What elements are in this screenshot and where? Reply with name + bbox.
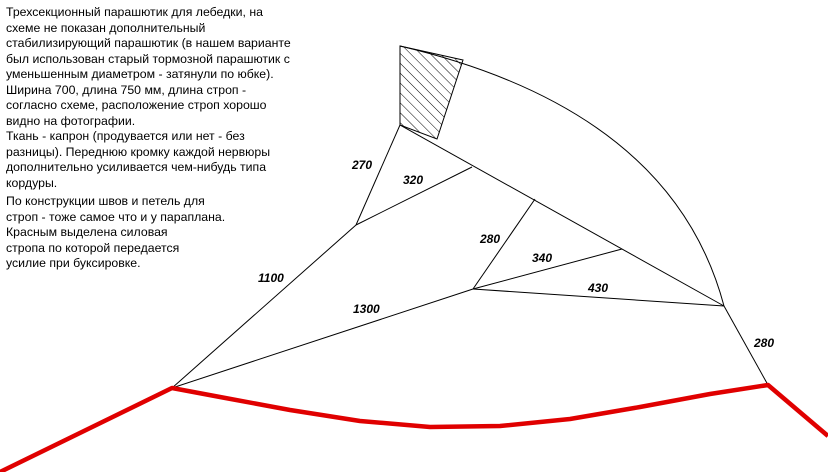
line-1100 — [172, 225, 356, 388]
line-1300 — [172, 289, 473, 388]
description-line: видно на фотографии. — [6, 113, 136, 128]
description-line: Ткань - капрон (продувается или нет - без — [6, 129, 245, 143]
description-line: По конструкции швов и петель для — [6, 194, 205, 208]
hatched-canopy-section — [400, 46, 463, 139]
description-line: согласно схеме, расположение строп хорошо — [6, 98, 267, 112]
label-1100: 1100 — [258, 271, 284, 285]
description-line: строп - тоже самое что и у параплана. — [6, 209, 226, 224]
description-line: Ширина 700, длина 750 мм, длина строп - — [6, 82, 247, 97]
description-line: разницы). Переднюю кромку каждой нервюры — [6, 144, 271, 159]
suspension-lines — [172, 125, 768, 388]
label-1300: 1300 — [353, 302, 380, 316]
description-line: кордуры. — [6, 175, 58, 190]
label-320: 320 — [403, 173, 424, 187]
description-line: Красным выделена силовая — [6, 225, 168, 239]
tow-line-red — [0, 385, 828, 472]
description-line: дополнительно усиливается чем-нибудь типа — [6, 160, 267, 174]
description-line: был использован старый тормозной парашютик с — [6, 51, 290, 66]
description-line: стропа по которой передается — [6, 240, 180, 255]
label-270: 270 — [352, 158, 373, 172]
description-line: схеме не показан дополнительный — [6, 20, 206, 35]
label-340: 340 — [532, 251, 553, 265]
description-line: Трехсекционный парашютик для лебедки, на — [6, 5, 264, 19]
description-line: уменьшенным диаметром - затянули по юбке). — [6, 67, 274, 81]
label-280-right: 280 — [754, 336, 775, 350]
line-main-diagonal — [400, 125, 724, 306]
line-270 — [356, 125, 400, 225]
description-line: усилие при буксировке. — [6, 256, 141, 270]
description-line: стабилизирующий парашютик (в нашем варианте — [6, 36, 291, 50]
label-280-mid: 280 — [480, 232, 501, 246]
label-430: 430 — [588, 281, 609, 295]
